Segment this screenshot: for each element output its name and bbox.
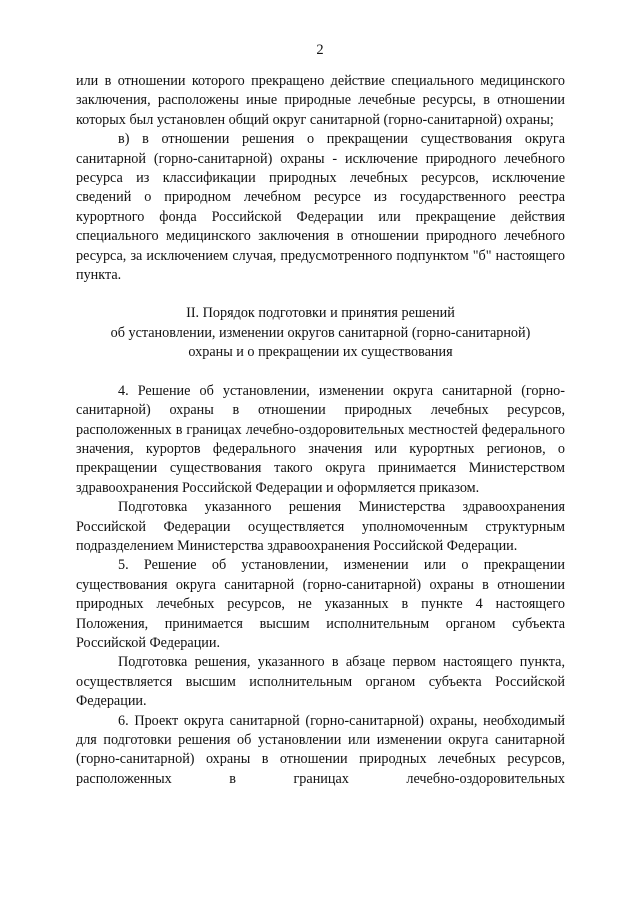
section-heading-line-2: об установлении, изменении округов санитарной (горно-санитарной) [110,324,531,341]
paragraph-item-6: 6. Проект округа санитарной (горно-санитарной) охраны, необходимый для подготовки решения об установлении или изменении округа санитарной (горно-санитарной) охраны в отношении природных лечебных ресурсов, расположенных в границах лечебно-оздоровительных [76,712,565,787]
section-heading-line-3: охраны и о прекращении их существования [188,344,453,361]
section-heading [76,304,565,362]
paragraph-subitem-v: в) в отношении решения о прекращении существования округа санитарной (горно-санитарной) охраны - исключение природного лечебного ресурса из классификации природных лечебных ресурсов, исключение сведений о природном лечебном ресурсе из государственного реестра курортного фонда Российской Федерации или прекращение действия специального медицинского заключения в отношении природного лечебного ресурса, за исключением случая, предусмотренного подпунктом "б" настоящего пункта. [76,131,565,284]
section-heading-line-1: II. Порядок подготовки и принятия решений [186,305,455,322]
paragraph-item-4-preparation: Подготовка указанного решения Министерства здравоохранения Российской Федерации осуществляется уполномоченным структурным подразделением Министерства здравоохранения Российской Федерации. [76,499,565,554]
paragraph-item-4: 4. Решение об установлении, изменении округа санитарной (горно-санитарной) охраны в отношении природных лечебных ресурсов, расположенных в границах лечебно-оздоровительных местностей федерального значения, курортов федерального значения или курортных регионов, о прекращении существования такого округа принимается Министерством здравоохранения Российской Федерации и оформляется приказом. [76,382,565,496]
paragraph-item-5: 5. Решение об установлении, изменении или о прекращении существования округа санитарной (горно-санитарной) охраны в отношении природных лечебных ресурсов, не указанных в пункте 4 настоящего Положения, принимается высшим исполнительным органом субъекта Российской Федерации. [76,557,565,651]
page-number: 2 [316,42,324,58]
document-body [76,72,565,789]
paragraph-item-5-preparation: Подготовка решения, указанного в абзаце первом настоящего пункта, осуществляется высшим исполнительным органом субъекта Российской Федерации. [76,654,565,710]
paragraph-continuation: или в отношении которого прекращено действие специального медицинского заключения, расположены иные природные лечебные ресурсы, в отношении которых был установлен общий округ санитарной (горно-санитарной) охраны; [76,73,565,128]
